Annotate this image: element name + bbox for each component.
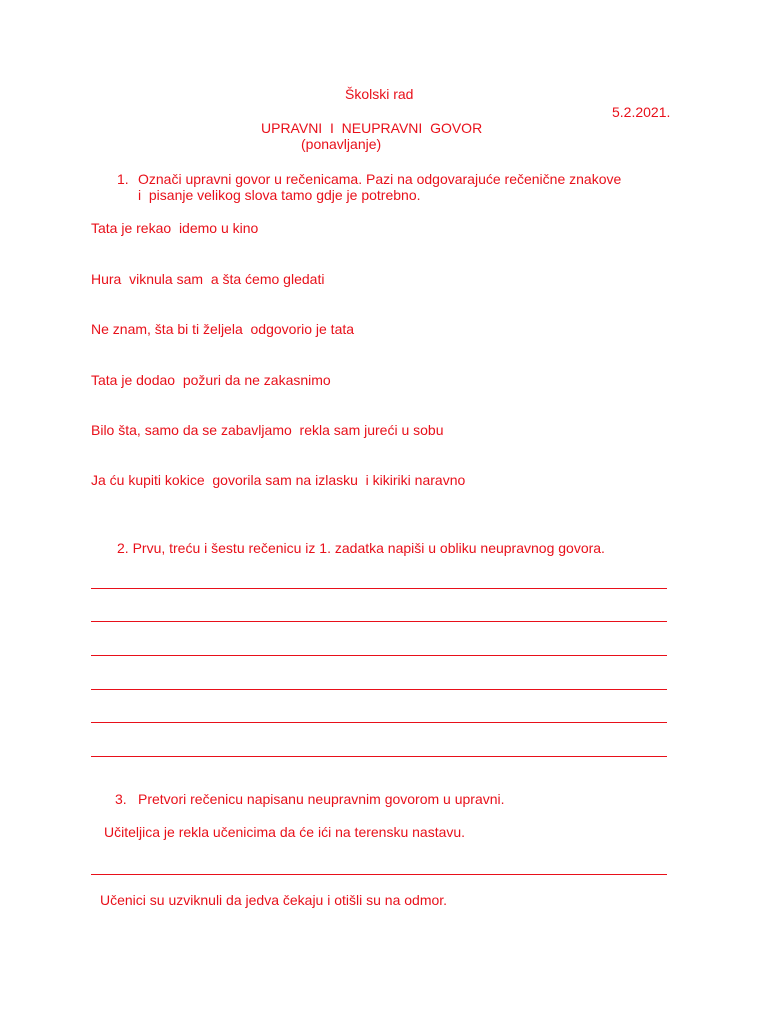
task1-instruction-line2: i pisanje velikog slova tamo gdje je potrebno.: [138, 187, 421, 203]
task3-sentence-2: Učenici su uzviknuli da jedva čekaju i otišli su na odmor.: [100, 892, 448, 908]
task3-number: 3.: [115, 791, 127, 807]
task1-sentence-4: Tata je dodao požuri da ne zakasnimo: [91, 372, 331, 388]
task1-sentence-6: Ja ću kupiti kokice govorila sam na izlasku i kikiriki naravno: [91, 472, 466, 488]
page-title: UPRAVNI I NEUPRAVNI GOVOR: [261, 120, 483, 136]
task1-number: 1.: [117, 171, 129, 187]
task3-instruction: Pretvori rečenicu napisanu neupravnim govorom u upravni.: [138, 791, 505, 807]
date: 5.2.2021.: [612, 104, 671, 120]
task2-instruction: 2. Prvu, treću i šestu rečenicu iz 1. zadatka napiši u obliku neupravnog govora.: [117, 540, 605, 556]
task1-sentence-1: Tata je rekao idemo u kino: [91, 220, 259, 236]
answer-line[interactable]: [91, 655, 667, 656]
task1-sentence-5: Bilo šta, samo da se zabavljamo rekla sam jureći u sobu: [91, 422, 444, 438]
school-label: Školski rad: [345, 86, 414, 102]
answer-line[interactable]: [91, 621, 667, 622]
task1-instruction-line1: Označi upravni govor u rečenicama. Pazi na odgovarajuće rečenične znakove: [138, 171, 622, 187]
task3-sentence-1: Učiteljica je rekla učenicima da će ići na terensku nastavu.: [104, 824, 466, 840]
answer-line[interactable]: [91, 689, 667, 690]
answer-line[interactable]: [91, 756, 667, 757]
answer-line[interactable]: [91, 722, 667, 723]
answer-line[interactable]: [91, 874, 667, 875]
page-subtitle: (ponavljanje): [301, 136, 382, 152]
answer-line[interactable]: [91, 588, 667, 589]
task1-sentence-2: Hura viknula sam a šta ćemo gledati: [91, 271, 325, 287]
task1-sentence-3: Ne znam, šta bi ti željela odgovorio je tata: [91, 321, 355, 337]
